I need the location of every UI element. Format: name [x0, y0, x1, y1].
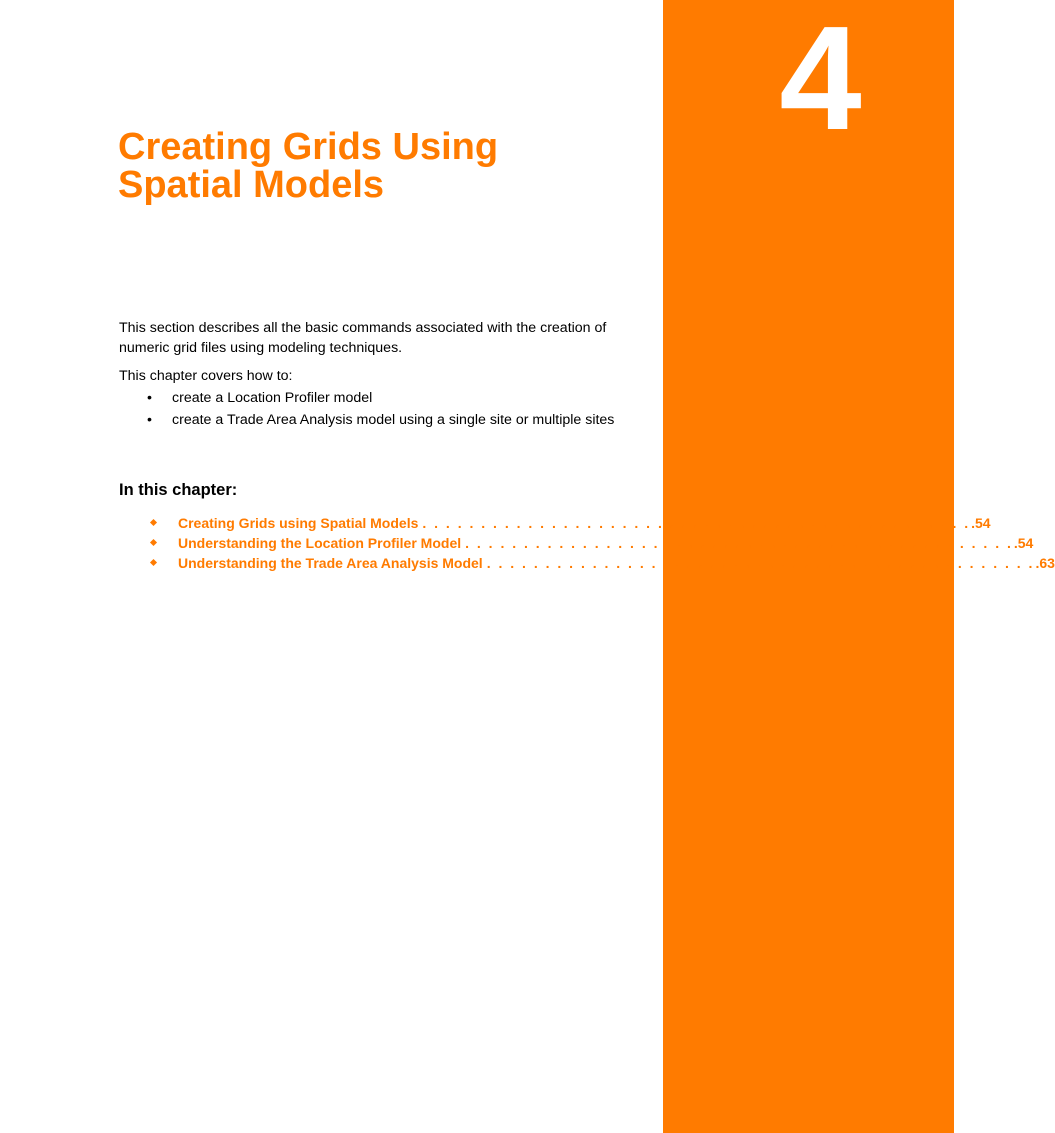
- diamond-bullet-icon: [150, 519, 157, 526]
- diamond-bullet-icon: [150, 559, 157, 566]
- toc-dot-leader: . . . . . . . . . . . . . . . . . . . . . . . . . . . . . . . . . . . . . . . . . . . . . . .: [422, 515, 971, 531]
- list-item: [119, 387, 649, 409]
- toc-entry-label: Creating Grids using Spatial Models: [178, 515, 419, 531]
- toc-entry[interactable]: [148, 553, 1055, 573]
- list-item-text: create a Location Profiler model: [172, 390, 373, 406]
- toc-dot-leader: . . . . . . . . . . . . . . . . . . . . . . . . . . . . . . . . . . . . . . . . . . . . . . .: [486, 555, 1035, 571]
- intro-paragraph: This section describes all the basic commands associated with the creation of numeric grid files using modeling techniques.: [119, 320, 607, 356]
- toc-entry-label: Understanding the Location Profiler Model: [178, 535, 462, 551]
- toc-entry-label: Understanding the Trade Area Analysis Model: [178, 555, 483, 571]
- chapter-toc: [148, 513, 1055, 573]
- toc-entry-line: [178, 553, 1055, 573]
- chapter-number: 4: [779, 0, 862, 161]
- covers-paragraph: This chapter covers how to:: [119, 368, 293, 384]
- chapter-intro: [119, 318, 649, 431]
- toc-page-number: .54: [971, 515, 991, 531]
- in-this-chapter-heading: In this chapter:: [119, 481, 238, 499]
- chapter-title: [118, 128, 638, 204]
- toc-entry[interactable]: [148, 513, 991, 533]
- diamond-bullet-icon: [150, 539, 157, 546]
- list-item: [119, 409, 649, 431]
- list-item-text: create a Trade Area Analysis model using a single site or multiple sites: [172, 412, 615, 428]
- chapter-title-line-2: Spatial Models: [118, 164, 385, 206]
- toc-entry-line: [178, 513, 991, 533]
- bullet-marker: •: [147, 390, 152, 406]
- chapter-title-line-1: Creating Grids Using: [118, 126, 499, 168]
- covers-list: [119, 387, 649, 431]
- toc-entry-line: [178, 533, 1034, 553]
- toc-dot-leader: . . . . . . . . . . . . . . . . . . . . . . . . . . . . . . . . . . . . . . . . . . . . . . .: [465, 535, 1013, 551]
- toc-page-number: .63: [1035, 555, 1055, 571]
- bullet-marker: •: [147, 412, 152, 428]
- toc-entry[interactable]: [148, 533, 1034, 553]
- toc-page-number: .54: [1013, 535, 1034, 551]
